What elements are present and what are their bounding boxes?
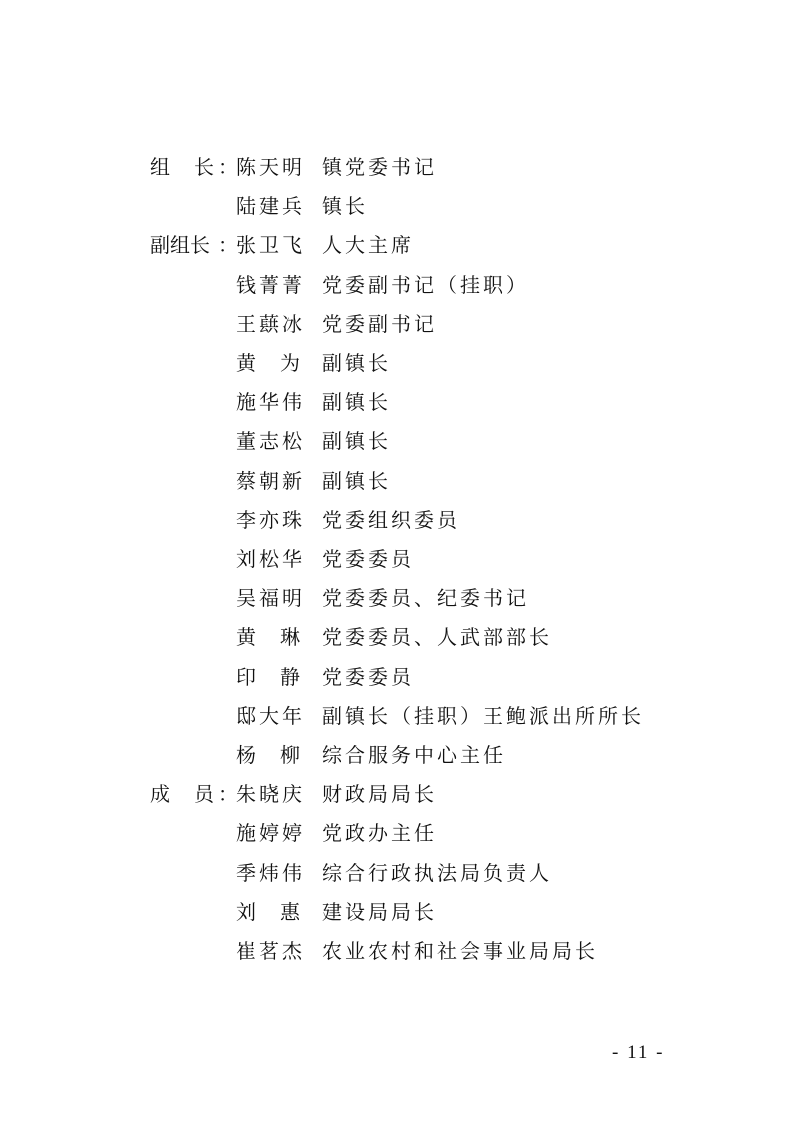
roster-row: 成 员 ： 朱晓庆 财政局局长 [0,779,794,809]
member-name: 张卫飞 [236,233,305,258]
member-title: 党委副书记 [322,311,437,336]
member-title: 党委委员 [322,664,414,689]
member-title: 镇长 [322,194,368,219]
member-name: 王蕻冰 [236,311,305,336]
member-name: 施婷婷 [236,821,305,846]
roster-row [0,583,794,613]
member-name: 刘惠 [236,899,324,924]
member-name: 崔茗杰 [236,939,305,963]
roster-row [0,270,794,300]
roster-row [0,309,794,339]
roster-row [0,387,794,417]
roster-row [0,936,794,966]
member-title: 副镇长（挂职）王鲍派出所所长 [322,703,644,728]
roster-row [0,818,794,848]
member-title: 农业农村和社会事业局局长 [322,939,598,963]
member-title: 副镇长 [322,468,391,493]
member-name: 李亦珠 [236,507,305,532]
member-name: 董志松 [236,429,305,454]
roster-row [0,191,794,221]
member-name: 刘松华 [236,547,305,571]
member-title: 党政办主任 [322,821,437,846]
member-name: 季炜伟 [236,860,305,885]
roster-row [0,466,794,496]
member-title: 财政局局长 [322,782,437,807]
member-title: 综合服务中心主任 [322,743,506,767]
member-title: 镇党委书记 [322,155,437,179]
member-name: 陆建兵 [236,194,305,219]
member-name: 邸大年 [236,703,305,728]
member-name: 黄为 [236,351,324,375]
member-name: 杨柳 [236,743,324,767]
page-number: - 11 - [612,1042,665,1063]
member-title: 党委副书记（挂职） [322,272,529,297]
member-title: 副镇长 [322,429,391,454]
member-name: 朱晓庆 [236,782,305,807]
member-name: 蔡朝新 [236,468,305,493]
member-name: 陈天明 [236,155,305,179]
member-title: 建设局局长 [322,899,437,924]
member-title: 副镇长 [322,351,391,375]
roster-row [0,426,794,456]
roster-row [0,662,794,692]
roster-row [0,701,794,731]
roster-row [0,897,794,927]
member-title: 党委委员、人武部部长 [322,625,552,650]
roster-row [0,505,794,535]
member-title: 副镇长 [322,390,391,415]
roster-row [0,858,794,888]
member-title: 党委组织委员 [322,507,460,532]
roster-row [0,348,794,378]
member-title: 综合行政执法局负责人 [322,860,552,885]
member-name: 钱菁菁 [236,272,305,297]
roster-row [0,622,794,652]
member-name: 施华伟 [236,390,305,415]
member-name: 吴福明 [236,586,305,611]
member-name: 黄琳 [236,625,324,650]
roster-row: 组 长 ： 陈天明 镇党委书记 [0,152,794,182]
member-title: 人大主席 [322,233,414,258]
roster-row: 副组长 ： 张卫飞 人大主席 [0,230,794,260]
member-title: 党委委员 [322,547,414,571]
member-title: 党委委员、纪委书记 [322,586,529,611]
member-name: 印静 [236,664,324,689]
roster-row [0,740,794,770]
roster-row [0,544,794,574]
